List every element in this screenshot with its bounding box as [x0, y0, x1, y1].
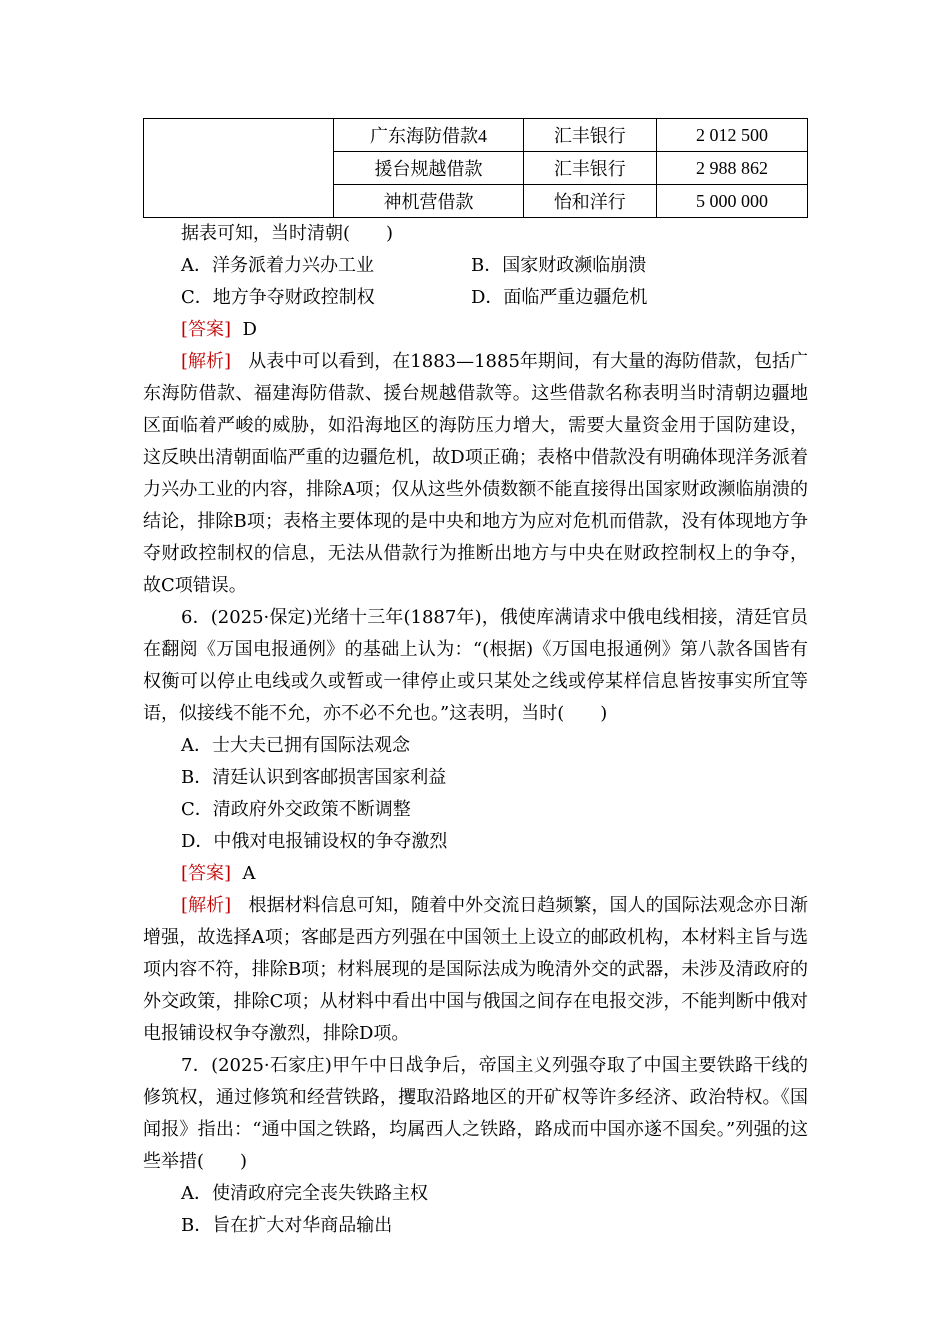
- option-d: D．中俄对电报铺设权的争夺激烈: [181, 831, 448, 852]
- amount-cell: 2 988 862: [657, 152, 808, 185]
- question-5-answer: [143, 314, 808, 346]
- option-a: A．洋务派着力兴办工业: [181, 255, 374, 276]
- question-7-stem: 7．(2025·石家庄)甲午中日战争后，帝国主义列强夺取了中国主要铁路干线的修筑权，通过修筑和经营铁路，攫取沿路地区的开矿权等许多经济、政治特权。《国闻报》指出：“通中国之铁路，均属西人之铁路，路成而中国亦遂不国矣。”列强的这些举措( ): [143, 1055, 808, 1172]
- option-c: C．清政府外交政策不断调整: [181, 799, 411, 820]
- bank-cell: 怡和洋行: [523, 185, 656, 218]
- bank-cell: 汇丰银行: [523, 119, 656, 152]
- question-6-analysis: [143, 890, 808, 1050]
- option-a: A．士大夫已拥有国际法观念: [181, 735, 410, 756]
- analysis-tag: [解析]: [181, 351, 232, 372]
- answer-value: D: [242, 319, 257, 340]
- document-page: [143, 118, 808, 1242]
- option-a: A．使清政府完全丧失铁路主权: [181, 1183, 428, 1204]
- amount-cell: 5 000 000: [657, 185, 808, 218]
- table-blank-cell: [144, 119, 334, 218]
- option-b: B．清廷认识到客邮损害国家利益: [181, 767, 447, 788]
- answer-value: A: [242, 863, 256, 884]
- loan-name-cell: 神机营借款: [334, 185, 523, 218]
- question-5-stem: 据表可知，当时清朝( ): [181, 223, 394, 244]
- question-5-analysis: [143, 346, 808, 602]
- option-d: D．面临严重边疆危机: [471, 287, 648, 308]
- loan-name-cell: 广东海防借款4: [334, 119, 523, 152]
- question-5-options-row-2: [143, 282, 808, 314]
- option-b: B．旨在扩大对华商品输出: [181, 1215, 393, 1236]
- analysis-tag: [解析]: [181, 895, 232, 916]
- analysis-text: 根据材料信息可知，随着中外交流日趋频繁，国人的国际法观念亦日渐增强，故选择A项；客邮是西方列强在中国领土上设立的邮政机构，本材料主旨与选项内容不符，排除B项；材料展现的是国际法成为晚清外交的武器，未涉及清政府的外交政策，排除C项；从材料中看出中国与俄国之间存在电报交涉，不能判断中俄对电报铺设权争夺激烈，排除D项。: [143, 895, 809, 1044]
- question-6-answer: [143, 858, 808, 890]
- bank-cell: 汇丰银行: [523, 152, 656, 185]
- loan-name-cell: 援台规越借款: [334, 152, 523, 185]
- question-6-stem: 6．(2025·保定)光绪十三年(1887年)，俄使库满请求中俄电线相接，清廷官员在翻阅《万国电报通例》的基础上认为：“(根据)《万国电报通例》第八款各国皆有权衡可以停止电线或久或暂或一律停止或只某处之线或停某样信息皆按事实所宜等语，似接线不能不允，亦不必不允也。”这表明，当时( ): [143, 607, 808, 724]
- answer-tag: [答案]: [181, 863, 232, 884]
- question-5-options-row-1: [143, 250, 808, 282]
- loan-table: [143, 118, 808, 218]
- table-row: [144, 119, 808, 152]
- amount-cell: 2 012 500: [657, 119, 808, 152]
- answer-tag: [答案]: [181, 319, 232, 340]
- option-c: C．地方争夺财政控制权: [181, 287, 375, 308]
- analysis-text: 从表中可以看到，在1883—1885年期间，有大量的海防借款，包括广东海防借款、福建海防借款、援台规越借款等。这些借款名称表明当时清朝边疆地区面临着严峻的威胁，如沿海地区的海防压力增大，需要大量资金用于国防建设，这反映出清朝面临严重的边疆危机，故D项正确；表格中借款没有明确体现洋务派着力兴办工业的内容，排除A项；仅从这些外债数额不能直接得出国家财政濒临崩溃的结论，排除B项；表格主要体现的是中央和地方为应对危机而借款，没有体现地方争夺财政控制权的信息，无法从借款行为推断出地方与中央在财政控制权上的争夺，故C项错误。: [143, 351, 808, 596]
- option-b: B．国家财政濒临崩溃: [471, 255, 647, 276]
